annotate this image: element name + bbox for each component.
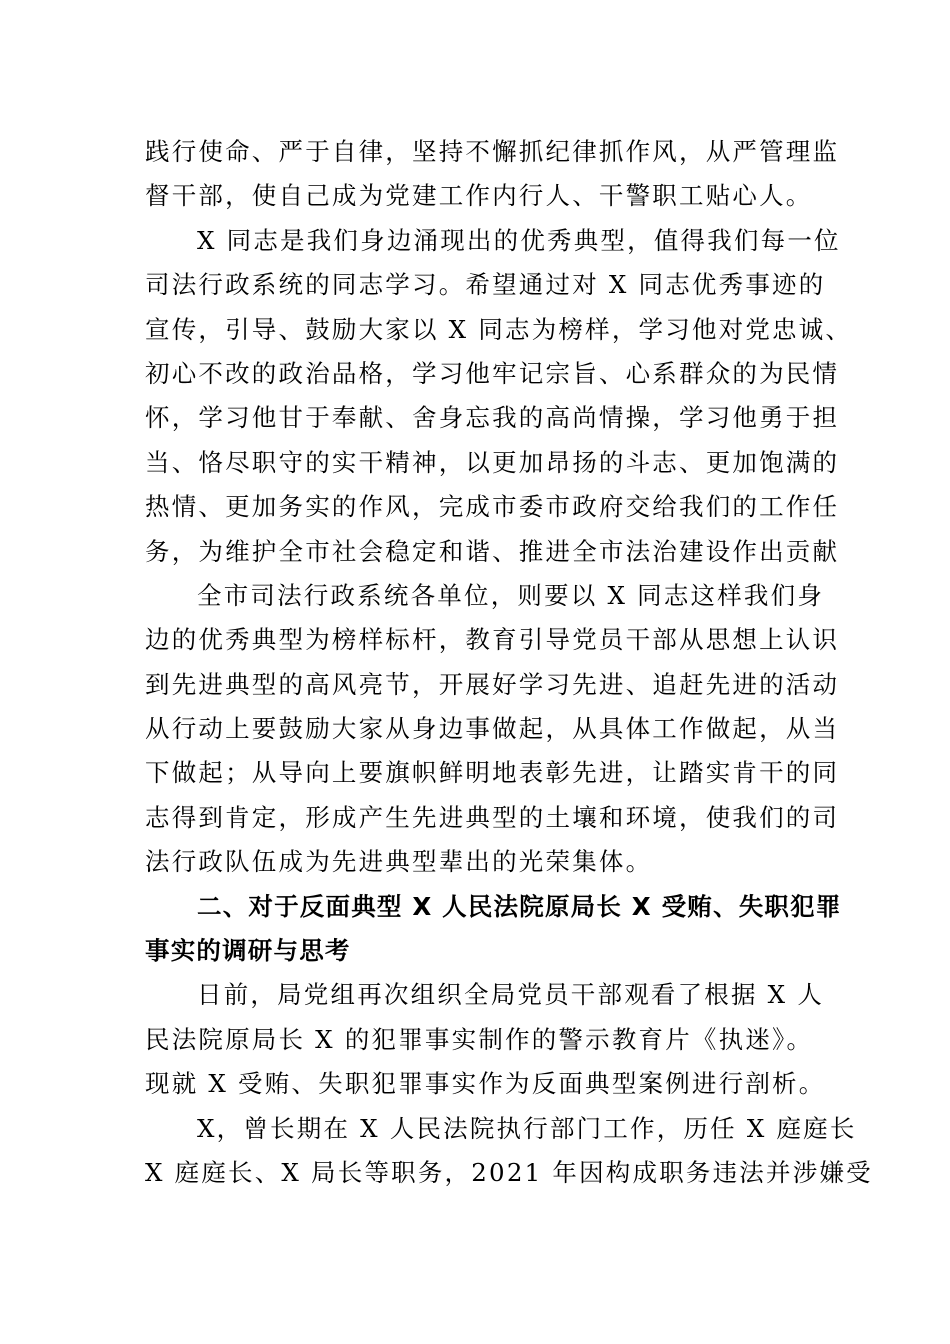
text-line: 热情、更加务实的作风，完成市委市政府交给我们的工作任 xyxy=(145,492,840,522)
paragraph xyxy=(145,219,853,574)
text-line: 怀，学习他甘于奉献、舍身忘我的高尚情操，学习他勇于担 xyxy=(145,403,840,433)
text-line: 下做起；从导向上要旗帜鲜明地表彰先进，让踏实肯干的同 xyxy=(145,758,840,788)
paragraph xyxy=(145,973,827,1106)
text-line: 宣传，引导、鼓励大家以 X 同志为榜样，学习他对党忠诚、 xyxy=(145,314,853,344)
text-line: 从行动上要鼓励大家从身边事做起，从具体工作做起，从当 xyxy=(145,714,840,744)
text-line: 践行使命、严于自律，坚持不懈抓纪律抓作风，从严管理监 xyxy=(145,137,840,166)
text-line: 法行政队伍成为先进典型辈出的光荣集体。 xyxy=(145,847,653,877)
text-line: X 同志是我们身边涌现出的优秀典型，值得我们每一位 xyxy=(197,225,841,255)
text-line: 全市司法行政系统各单位，则要以 X 同志这样我们身 xyxy=(197,580,825,610)
section-heading xyxy=(145,885,842,974)
text-line: 督干部，使自己成为党建工作内行人、干警职工贴心人。 xyxy=(145,181,813,211)
text-line: 初心不改的政治品格，学习他牢记宗旨、心系群众的为民情 xyxy=(145,358,840,388)
text-line: X，曾长期在 X 人民法院执行部门工作，历任 X 庭庭长 xyxy=(197,1113,857,1143)
text-line: 务，为维护全市社会稳定和谐、推进全市法治建设作出贡献 xyxy=(145,536,840,566)
text-line: 边的优秀典型为榜样标杆，教育引导党员干部从思想上认识 xyxy=(145,625,840,655)
text-line: 民法院原局长 X 的犯罪事实制作的警示教育片《执迷》。 xyxy=(145,1024,814,1054)
text-line: 现就 X 受贿、失职犯罪事实作为反面典型案例进行剖析。 xyxy=(145,1069,826,1099)
paragraph xyxy=(145,130,840,219)
heading-line: 二、对于反面典型 X 人民法院原局长 X 受贿、失职犯罪 xyxy=(197,891,842,921)
text-line: 当、恪尽职守的实干精神，以更加昂扬的斗志、更加饱满的 xyxy=(145,447,840,477)
text-line: 志得到肯定，形成产生先进典型的土壤和环境，使我们的司 xyxy=(145,802,840,832)
paragraph xyxy=(145,1107,873,1196)
text-line: 到先进典型的高风亮节，开展好学习先进、追赶先进的活动 xyxy=(145,669,840,699)
text-line: 司法行政系统的同志学习。希望通过对 X 同志优秀事迹的 xyxy=(145,270,826,300)
heading-line: 事实的调研与思考 xyxy=(145,936,351,966)
text-line: 日前，局党组再次组织全局党员干部观看了根据 X 人 xyxy=(197,980,825,1010)
text-line: X 庭庭长、X 局长等职务，2021 年因构成职务违法并涉嫌受 xyxy=(145,1157,873,1187)
paragraph xyxy=(145,574,840,885)
document-body xyxy=(145,130,873,1195)
